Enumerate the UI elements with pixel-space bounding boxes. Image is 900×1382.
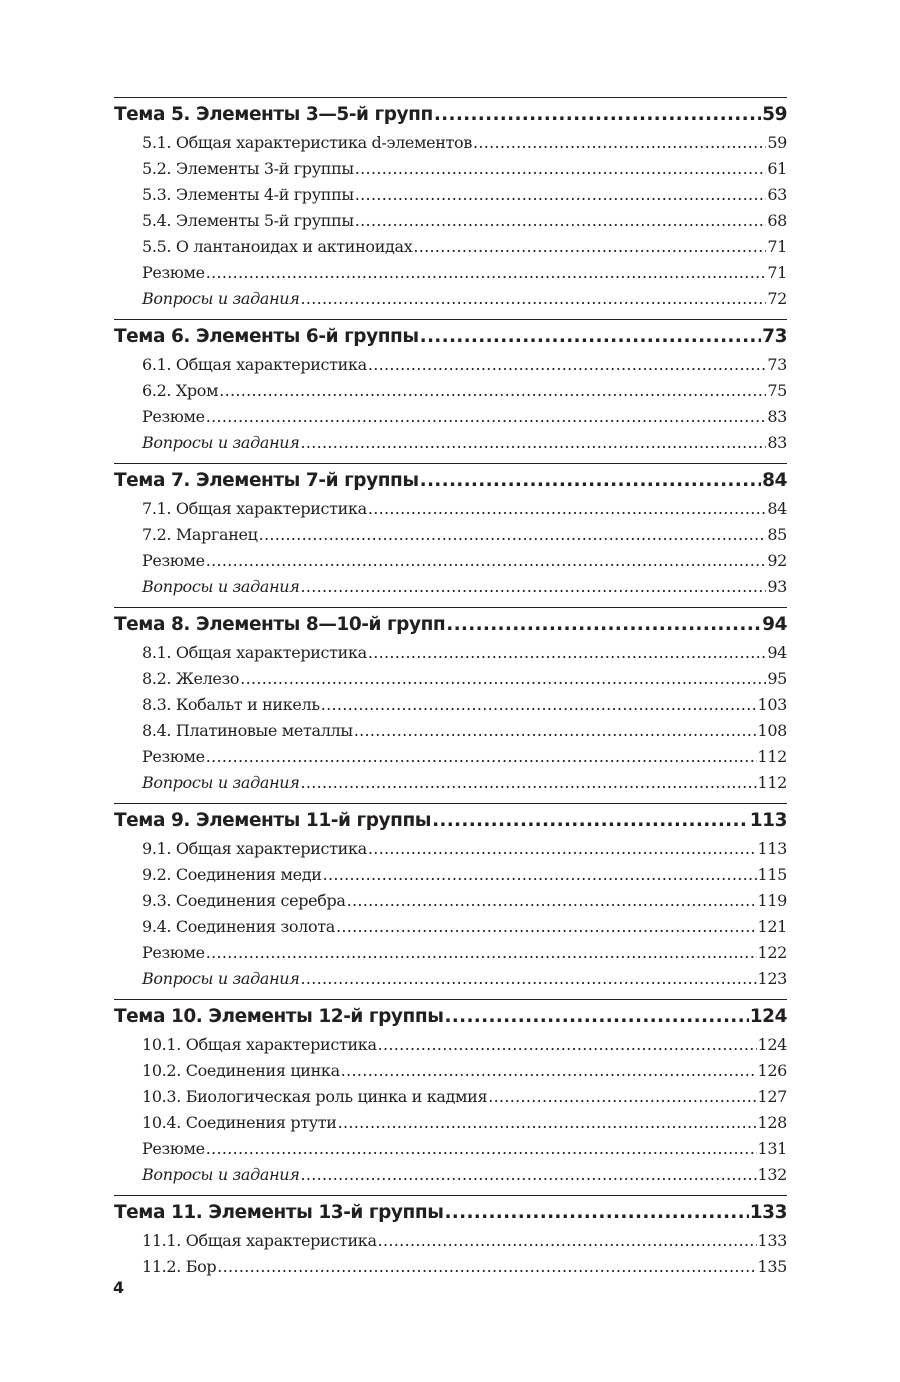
entry-title: Вопросы и задания bbox=[142, 577, 300, 596]
dot-leader bbox=[219, 378, 766, 404]
dot-leader bbox=[336, 914, 757, 940]
toc-entry[interactable] bbox=[114, 1110, 787, 1136]
dot-leader bbox=[206, 260, 767, 286]
toc-entry[interactable] bbox=[114, 378, 787, 404]
entry-title: Вопросы и задания bbox=[142, 289, 300, 308]
dot-leader bbox=[368, 836, 757, 862]
toc-chapter-heading[interactable] bbox=[114, 610, 787, 640]
entry-page-number: 103 bbox=[757, 695, 787, 714]
entry-page-number: 72 bbox=[767, 289, 787, 308]
dot-leader bbox=[368, 352, 767, 378]
dot-leader bbox=[300, 770, 756, 796]
entry-page-number: 127 bbox=[757, 1087, 787, 1106]
entry-page-number: 71 bbox=[767, 237, 787, 256]
entry-page-number: 61 bbox=[767, 159, 787, 178]
chapter-title: Тема 11. Элементы 13-й группы bbox=[114, 1202, 444, 1223]
entry-title: Вопросы и задания bbox=[142, 1165, 300, 1184]
toc-section bbox=[114, 999, 787, 1188]
entry-title: Резюме bbox=[142, 551, 205, 570]
entry-page-number: 128 bbox=[757, 1113, 787, 1132]
entry-title: 7.2. Марганец bbox=[142, 525, 258, 544]
toc-entry[interactable] bbox=[114, 208, 787, 234]
entry-page-number: 132 bbox=[757, 1165, 787, 1184]
entry-page-number: 68 bbox=[767, 211, 787, 230]
table-of-contents bbox=[114, 97, 787, 1287]
dot-leader bbox=[300, 286, 766, 312]
entry-page-number: 83 bbox=[767, 433, 787, 452]
dot-leader bbox=[347, 888, 757, 914]
chapter-page-number: 133 bbox=[749, 1202, 787, 1223]
toc-entry[interactable] bbox=[114, 888, 787, 914]
entry-title: 6.2. Хром bbox=[142, 381, 219, 400]
entry-page-number: 131 bbox=[757, 1139, 787, 1158]
entry-title: 5.1. Общая характеристика d-элементов bbox=[142, 133, 472, 152]
entry-page-number: 92 bbox=[767, 551, 787, 570]
toc-chapter-heading[interactable] bbox=[114, 466, 787, 496]
dot-leader bbox=[378, 1228, 757, 1254]
chapter-title: Тема 9. Элементы 11-й группы bbox=[114, 810, 432, 831]
entry-page-number: 119 bbox=[757, 891, 787, 910]
dot-leader bbox=[240, 666, 766, 692]
entry-page-number: 126 bbox=[757, 1061, 787, 1080]
entry-page-number: 123 bbox=[757, 969, 787, 988]
toc-entry[interactable] bbox=[114, 1032, 787, 1058]
dot-leader bbox=[206, 548, 767, 574]
entry-title: Вопросы и задания bbox=[142, 969, 300, 988]
toc-entry[interactable] bbox=[114, 692, 787, 718]
entry-page-number: 122 bbox=[757, 943, 787, 962]
dot-leader bbox=[300, 966, 756, 992]
dot-leader bbox=[432, 806, 749, 836]
toc-chapter-heading[interactable] bbox=[114, 806, 787, 836]
entry-title: 9.3. Соединения серебра bbox=[142, 891, 346, 910]
toc-entry[interactable] bbox=[114, 836, 787, 862]
entry-title: 8.3. Кобальт и никель bbox=[142, 695, 320, 714]
dot-leader bbox=[217, 1254, 756, 1280]
toc-entry[interactable] bbox=[114, 940, 787, 966]
entry-page-number: 115 bbox=[757, 865, 787, 884]
entry-page-number: 93 bbox=[767, 577, 787, 596]
dot-leader bbox=[368, 496, 767, 522]
entry-page-number: 112 bbox=[757, 747, 787, 766]
toc-section bbox=[114, 97, 787, 312]
entry-page-number: 59 bbox=[767, 133, 787, 152]
toc-entry[interactable] bbox=[114, 234, 787, 260]
dot-leader bbox=[300, 1162, 756, 1188]
toc-chapter-heading[interactable] bbox=[114, 100, 787, 130]
toc-entry[interactable] bbox=[114, 718, 787, 744]
entry-page-number: 95 bbox=[767, 669, 787, 688]
entry-title: 8.1. Общая характеристика bbox=[142, 643, 367, 662]
toc-entry[interactable] bbox=[114, 182, 787, 208]
page-number: 4 bbox=[113, 1278, 125, 1297]
entry-title: 10.1. Общая характеристика bbox=[142, 1035, 377, 1054]
dot-leader bbox=[444, 1002, 748, 1032]
entry-title: 5.4. Элементы 5-й группы bbox=[142, 211, 354, 230]
entry-title: 9.1. Общая характеристика bbox=[142, 839, 367, 858]
toc-entry[interactable] bbox=[114, 966, 787, 992]
dot-leader bbox=[368, 640, 767, 666]
dot-leader bbox=[434, 100, 761, 130]
entry-page-number: 63 bbox=[767, 185, 787, 204]
entry-title: 8.4. Платиновые металлы bbox=[142, 721, 353, 740]
entry-title: Резюме bbox=[142, 943, 205, 962]
entry-title: Резюме bbox=[142, 1139, 205, 1158]
toc-entry[interactable] bbox=[114, 1228, 787, 1254]
toc-section bbox=[114, 463, 787, 600]
toc-entry[interactable] bbox=[114, 666, 787, 692]
chapter-title: Тема 7. Элементы 7-й группы bbox=[114, 470, 419, 491]
entry-page-number: 73 bbox=[767, 355, 787, 374]
chapter-title: Тема 5. Элементы 3—5-й групп bbox=[114, 104, 433, 125]
dot-leader bbox=[321, 692, 757, 718]
dot-leader bbox=[420, 466, 762, 496]
entry-page-number: 112 bbox=[757, 773, 787, 792]
entry-page-number: 121 bbox=[757, 917, 787, 936]
toc-entry[interactable] bbox=[114, 496, 787, 522]
toc-entry[interactable] bbox=[114, 286, 787, 312]
entry-page-number: 108 bbox=[757, 721, 787, 740]
entry-page-number: 71 bbox=[767, 263, 787, 282]
dot-leader bbox=[206, 404, 767, 430]
entry-title: 5.3. Элементы 4-й группы bbox=[142, 185, 354, 204]
entry-title: 10.2. Соединения цинка bbox=[142, 1061, 340, 1080]
toc-entry[interactable] bbox=[114, 1254, 787, 1280]
dot-leader bbox=[341, 1058, 757, 1084]
entry-title: 9.4. Соединения золота bbox=[142, 917, 335, 936]
toc-entry[interactable] bbox=[114, 352, 787, 378]
entry-page-number: 124 bbox=[757, 1035, 787, 1054]
toc-entry[interactable] bbox=[114, 744, 787, 770]
toc-section bbox=[114, 1195, 787, 1280]
toc-entry[interactable] bbox=[114, 1136, 787, 1162]
entry-title: 11.2. Бор bbox=[142, 1257, 217, 1276]
entry-title: Резюме bbox=[142, 407, 205, 426]
dot-leader bbox=[413, 234, 766, 260]
entry-title: 10.4. Соединения ртути bbox=[142, 1113, 337, 1132]
entry-title: Резюме bbox=[142, 747, 205, 766]
chapter-page-number: 124 bbox=[749, 1006, 787, 1027]
entry-page-number: 75 bbox=[767, 381, 787, 400]
dot-leader bbox=[355, 156, 767, 182]
dot-leader bbox=[355, 182, 767, 208]
entry-title: Вопросы и задания bbox=[142, 773, 300, 792]
entry-page-number: 84 bbox=[767, 499, 787, 518]
dot-leader bbox=[323, 862, 757, 888]
toc-section bbox=[114, 319, 787, 456]
toc-entry[interactable] bbox=[114, 1162, 787, 1188]
chapter-title: Тема 6. Элементы 6-й группы bbox=[114, 326, 419, 347]
toc-entry[interactable] bbox=[114, 574, 787, 600]
entry-title: 9.2. Соединения меди bbox=[142, 865, 322, 884]
entry-title: 5.5. О лантаноидах и актиноидах bbox=[142, 237, 413, 256]
dot-leader bbox=[206, 1136, 757, 1162]
toc-entry[interactable] bbox=[114, 260, 787, 286]
entry-page-number: 83 bbox=[767, 407, 787, 426]
entry-page-number: 113 bbox=[757, 839, 787, 858]
chapter-title: Тема 10. Элементы 12-й группы bbox=[114, 1006, 444, 1027]
entry-title: 6.1. Общая характеристика bbox=[142, 355, 367, 374]
chapter-page-number: 113 bbox=[749, 810, 787, 831]
toc-entry[interactable] bbox=[114, 522, 787, 548]
toc-entry[interactable] bbox=[114, 130, 787, 156]
dot-leader bbox=[444, 1198, 748, 1228]
dot-leader bbox=[355, 208, 767, 234]
chapter-page-number: 84 bbox=[762, 470, 787, 491]
dot-leader bbox=[338, 1110, 757, 1136]
dot-leader bbox=[354, 718, 757, 744]
dot-leader bbox=[420, 322, 762, 352]
toc-chapter-heading[interactable] bbox=[114, 1198, 787, 1228]
toc-chapter-heading[interactable] bbox=[114, 1002, 787, 1032]
toc-section bbox=[114, 607, 787, 796]
toc-entry[interactable] bbox=[114, 156, 787, 182]
toc-entry[interactable] bbox=[114, 548, 787, 574]
entry-title: 7.1. Общая характеристика bbox=[142, 499, 367, 518]
toc-entry[interactable] bbox=[114, 862, 787, 888]
toc-entry[interactable] bbox=[114, 770, 787, 796]
entry-title: 10.3. Биологическая роль цинка и кадмия bbox=[142, 1087, 488, 1106]
toc-entry[interactable] bbox=[114, 1084, 787, 1110]
dot-leader bbox=[300, 574, 766, 600]
toc-entry[interactable] bbox=[114, 914, 787, 940]
dot-leader bbox=[446, 610, 761, 640]
entry-page-number: 85 bbox=[767, 525, 787, 544]
entry-page-number: 135 bbox=[757, 1257, 787, 1276]
entry-title: Резюме bbox=[142, 263, 205, 282]
dot-leader bbox=[259, 522, 767, 548]
toc-entry[interactable] bbox=[114, 430, 787, 456]
entry-title: Вопросы и задания bbox=[142, 433, 300, 452]
dot-leader bbox=[206, 744, 757, 770]
toc-section bbox=[114, 803, 787, 992]
dot-leader bbox=[300, 430, 766, 456]
dot-leader bbox=[488, 1084, 756, 1110]
toc-entry[interactable] bbox=[114, 640, 787, 666]
entry-page-number: 94 bbox=[767, 643, 787, 662]
chapter-page-number: 73 bbox=[762, 326, 787, 347]
toc-entry[interactable] bbox=[114, 404, 787, 430]
chapter-title: Тема 8. Элементы 8—10-й групп bbox=[114, 614, 446, 635]
chapter-page-number: 94 bbox=[762, 614, 787, 635]
entry-page-number: 133 bbox=[757, 1231, 787, 1250]
toc-entry[interactable] bbox=[114, 1058, 787, 1084]
chapter-page-number: 59 bbox=[762, 104, 787, 125]
dot-leader bbox=[206, 940, 757, 966]
dot-leader bbox=[473, 130, 766, 156]
entry-title: 8.2. Железо bbox=[142, 669, 240, 688]
dot-leader bbox=[378, 1032, 757, 1058]
entry-title: 5.2. Элементы 3-й группы bbox=[142, 159, 354, 178]
toc-chapter-heading[interactable] bbox=[114, 322, 787, 352]
entry-title: 11.1. Общая характеристика bbox=[142, 1231, 377, 1250]
